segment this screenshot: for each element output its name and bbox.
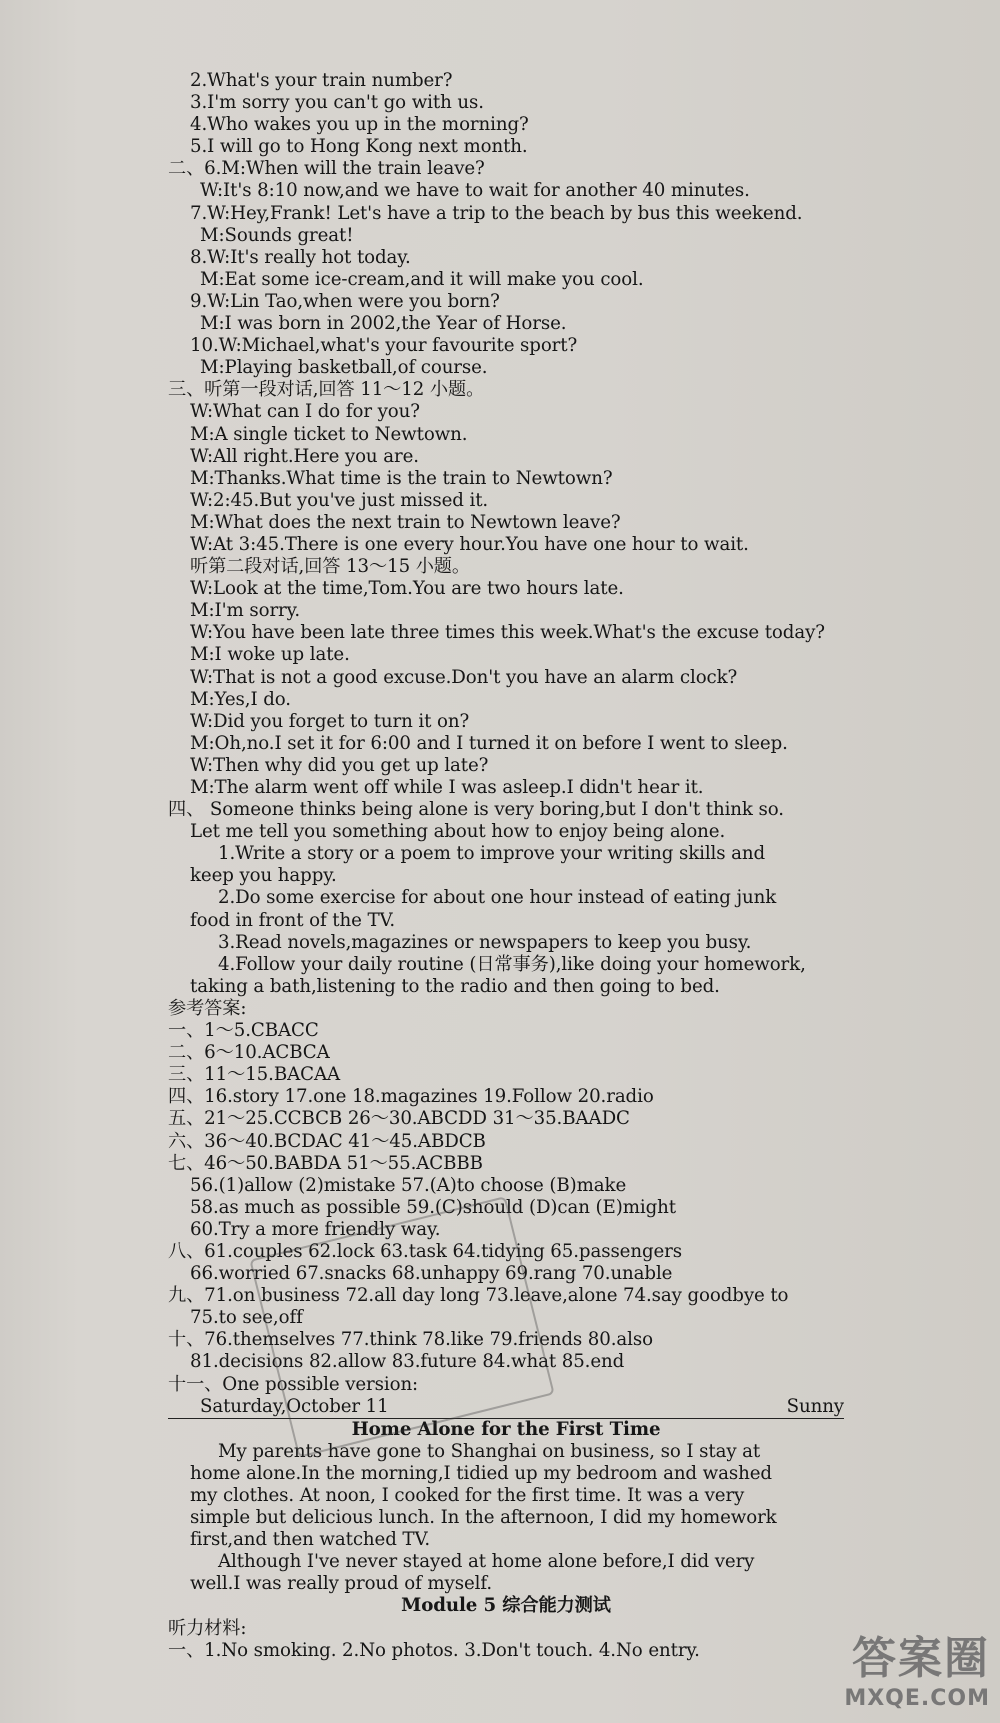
- text-line: first,and then watched TV.: [190, 1529, 430, 1551]
- text-line: simple but delicious lunch. In the afternoon, I did my homework: [190, 1507, 777, 1529]
- watermark-logo: [844, 1622, 990, 1711]
- text-line: 一、1～5.CBACC: [168, 1020, 319, 1042]
- text-line: home alone.In the morning,I tidied up my bedroom and washed: [190, 1462, 772, 1484]
- text-line: 7.W:Hey,Frank! Let's have a trip to the beach by bus this weekend.: [190, 202, 803, 224]
- text-line: 七、46～50.BABDA 51～55.ACBBB: [168, 1152, 483, 1174]
- text-line: 五、21～25.CCBCB 26～30.ABCDD 31～35.BAADC: [168, 1108, 630, 1130]
- text-line: 六、36～40.BCDAC 41～45.ABDCB: [168, 1130, 486, 1152]
- text-line: 8.W:It's really hot today.: [190, 246, 411, 268]
- text-line: W:It's 8:10 now,and we have to wait for another 40 minutes.: [200, 180, 750, 202]
- text-line: 2.Do some exercise for about one hour instead of eating junk: [218, 887, 777, 909]
- text-line: keep you happy.: [190, 865, 337, 887]
- text-line: 3.I'm sorry you can't go with us.: [190, 92, 484, 114]
- text-line: 9.W:Lin Tao,when were you born?: [190, 290, 500, 312]
- text-line: 四、16.story 17.one 18.magazines 19.Follow 20.radio: [168, 1086, 654, 1108]
- text-line: W:That is not a good excuse.Don't you have an alarm clock?: [190, 666, 738, 688]
- text-line: M:A single ticket to Newtown.: [190, 423, 468, 445]
- text-line: 58.as much as possible 59.(C)should (D)can (E)might: [190, 1196, 676, 1218]
- text-line: 4.Follow your daily routine (日常事务),like doing your homework,: [218, 953, 806, 975]
- text-line: 听力材料:: [168, 1617, 247, 1639]
- text-line: M:Sounds great!: [200, 224, 354, 246]
- text-line: 二、6～10.ACBCA: [168, 1042, 330, 1064]
- text-line: W:Look at the time,Tom.You are two hours late.: [190, 578, 624, 600]
- text-line: 5.I will go to Hong Kong next month.: [190, 136, 528, 158]
- text-line: My parents have gone to Shanghai on business, so I stay at: [218, 1440, 761, 1462]
- text-line: 参考答案:: [168, 997, 247, 1019]
- essay-title: Home Alone for the First Time: [351, 1418, 661, 1440]
- text-line: W:What can I do for you?: [190, 401, 420, 423]
- section-title: Module 5 综合能力测试: [401, 1595, 611, 1617]
- text-line: M:Oh,no.I set it for 6:00 and I turned it on before I went to sleep.: [190, 732, 788, 754]
- text-line: M:Yes,I do.: [190, 688, 291, 710]
- text-line: 四、 Someone thinks being alone is very boring,but I don't think so.: [168, 799, 784, 821]
- text-line: 十、76.themselves 77.think 78.like 79.friends 80.also: [168, 1329, 653, 1351]
- text-line: 二、6.M:When will the train leave?: [168, 158, 485, 180]
- text-line: M:I was born in 2002,the Year of Horse.: [200, 313, 567, 335]
- text-line: W:Did you forget to turn it on?: [190, 710, 470, 732]
- text-line: well.I was really proud of myself.: [190, 1573, 493, 1595]
- text-line: 九、71.on business 72.all day long 73.leave,alone 74.say goodbye to: [168, 1285, 789, 1307]
- text-line: M:The alarm went off while I was asleep.I didn't hear it.: [190, 777, 704, 798]
- text-line: my clothes. At noon, I cooked for the first time. It was a very: [190, 1485, 745, 1506]
- text-line: 60.Try a more friendly way.: [190, 1218, 441, 1240]
- text-line: 56.(1)allow (2)mistake 57.(A)to choose (B)make: [190, 1174, 627, 1196]
- text-line: 三、听第一段对话,回答 11～12 小题。: [168, 379, 485, 401]
- text-line: 66.worried 67.snacks 68.unhappy 69.rang 70.unable: [190, 1263, 673, 1285]
- text-line: W:Then why did you get up late?: [190, 754, 489, 776]
- text-line: M:I woke up late.: [190, 644, 350, 666]
- text-line: W:2:45.But you've just missed it.: [190, 489, 489, 511]
- diary-weather: Sunny: [786, 1395, 844, 1417]
- text-line: M:Thanks.What time is the train to Newtown?: [190, 467, 613, 489]
- text-line: 10.W:Michael,what's your favourite sport?: [190, 335, 578, 357]
- text-line: 1.Write a story or a poem to improve your writing skills and: [218, 843, 766, 865]
- text-line: Although I've never stayed at home alone before,I did very: [218, 1551, 755, 1573]
- text-line: 三、11～15.BACAA: [168, 1064, 341, 1086]
- text-line: 75.to see,off: [190, 1307, 303, 1329]
- text-line: 4.Who wakes you up in the morning?: [190, 114, 529, 136]
- watermark-url: MXQE.COM: [844, 1686, 990, 1711]
- diary-date: Saturday,October 11: [200, 1395, 389, 1417]
- text-line: 十一、One possible version:: [168, 1373, 419, 1395]
- text-line: W:All right.Here you are.: [190, 445, 419, 467]
- text-line: W:At 3:45.There is one every hour.You have one hour to wait.: [190, 533, 749, 555]
- text-line: taking a bath,listening to the radio and then going to bed.: [190, 975, 720, 997]
- text-line: 2.What's your train number?: [190, 70, 453, 91]
- text-line: 一、1.No smoking. 2.No photos. 3.Don't touch. 4.No entry.: [168, 1639, 700, 1661]
- text-line: Let me tell you something about how to enjoy being alone.: [190, 821, 726, 843]
- text-line: 81.decisions 82.allow 83.future 84.what 85.end: [190, 1351, 625, 1373]
- watermark-text: 答案圈: [852, 1633, 990, 1684]
- text-line: W:You have been late three times this week.What's the excuse today?: [190, 622, 825, 644]
- text-line: M:I'm sorry.: [190, 600, 301, 622]
- text-line: 听第二段对话,回答 13～15 小题。: [190, 556, 470, 578]
- answer-text-block: [168, 70, 844, 1662]
- text-line: M:Playing basketball,of course.: [200, 357, 488, 379]
- text-line: 八、61.couples 62.lock 63.task 64.tidying 65.passengers: [168, 1240, 682, 1262]
- text-line: food in front of the TV.: [190, 909, 396, 931]
- text-line: M:What does the next train to Newtown leave?: [190, 511, 621, 533]
- text-line: 3.Read novels,magazines or newspapers to keep you busy.: [218, 931, 752, 953]
- text-line: M:Eat some ice-cream,and it will make you cool.: [200, 268, 644, 290]
